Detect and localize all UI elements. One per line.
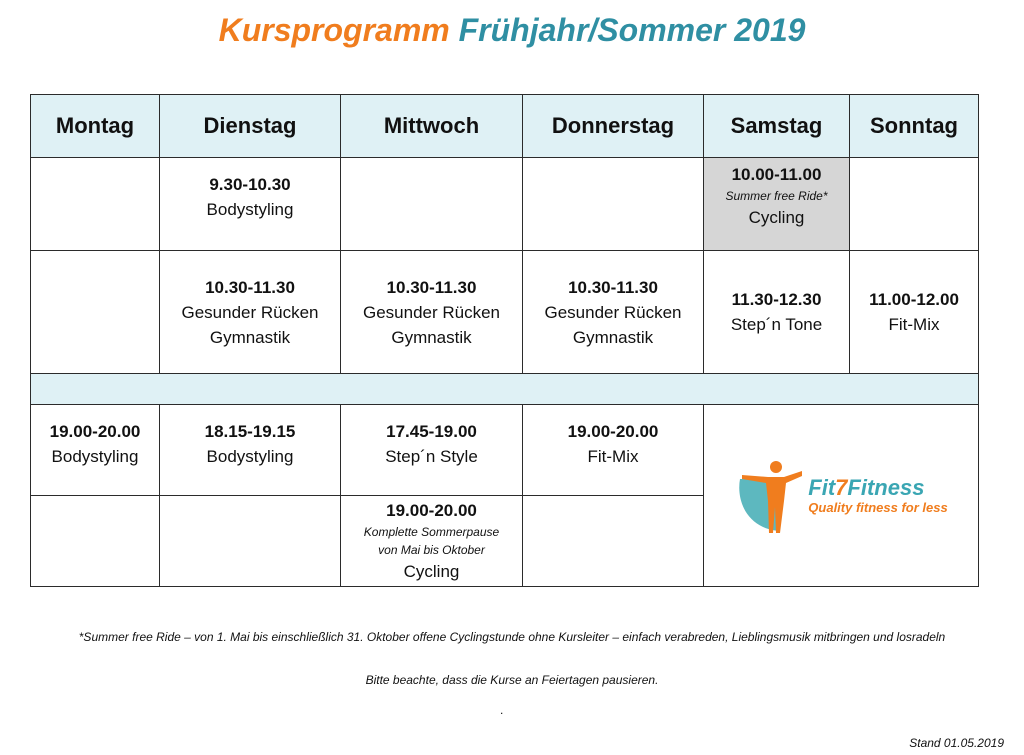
stand-date: Stand 01.05.2019: [909, 736, 1004, 750]
class-name: Fit-Mix: [587, 447, 639, 466]
class-time: 10.30-11.30: [568, 277, 658, 297]
class-name: Bodystyling: [206, 447, 294, 466]
schedule-row-1: [31, 158, 979, 251]
class-cell: [850, 251, 979, 374]
class-name: Gesunder Rücken: [181, 302, 319, 322]
schedule-row-2: [31, 251, 979, 374]
class-name: Bodystyling: [51, 447, 139, 466]
logo-cell: [704, 405, 979, 587]
class-name: Gesunder Rücken: [362, 302, 501, 322]
class-time: 11.00-12.00: [869, 290, 959, 309]
class-cell: [341, 496, 523, 587]
holiday-notice: Bitte beachte, dass die Kurse an Feiertagen pausieren.: [365, 673, 659, 687]
class-cell: [160, 251, 341, 374]
footer-dot: .: [500, 703, 504, 717]
class-time: 10.00-11.00: [731, 165, 822, 184]
class-name: Step´n Tone: [730, 315, 823, 334]
empty-cell: [160, 496, 341, 587]
day-header-montag: Montag: [31, 95, 160, 158]
separator-cell: [31, 374, 979, 405]
day-header-sonntag: Sonntag: [850, 95, 979, 158]
class-name: Cycling: [748, 208, 805, 227]
day-header-mittwoch: Mittwoch: [341, 95, 523, 158]
class-cell: [341, 251, 523, 374]
class-note: Komplette Sommerpause: [363, 525, 500, 539]
empty-cell: [850, 158, 979, 251]
class-time: 10.30-11.30: [386, 277, 477, 297]
class-note: von Mai bis Oktober: [378, 543, 485, 557]
class-note: Summer free Ride*: [725, 189, 828, 203]
day-header-donnerstag: Donnerstag: [523, 95, 704, 158]
class-time: 18.15-19.15: [204, 422, 296, 441]
class-time: 19.00-20.00: [567, 422, 659, 441]
empty-cell: [523, 158, 704, 251]
class-cell: [31, 405, 160, 496]
class-time: 9.30-10.30: [209, 175, 291, 194]
title-part1: Kursprogramm: [218, 12, 450, 48]
class-cell-highlighted: [704, 158, 850, 251]
empty-cell: [341, 158, 523, 251]
class-cell: [341, 405, 523, 496]
class-name: Fit-Mix: [888, 315, 940, 334]
class-cell: [160, 158, 341, 251]
day-header-samstag: Samstag: [704, 95, 850, 158]
class-cell: [523, 251, 704, 374]
class-cell: [704, 251, 850, 374]
class-time: 11.30-12.30: [731, 290, 822, 309]
footnote-summer-free-ride: *Summer free Ride – von 1. Mai bis einschließlich 31. Oktober offene Cyclingstunde ohne Kursleiter – einfach verabreden, Lieblingsmusik mitbringen und losradeln: [78, 630, 946, 644]
class-name: Gesunder Rücken: [544, 302, 682, 322]
class-cell: [523, 405, 704, 496]
class-name: Step´n Style: [385, 447, 478, 466]
class-name: Gymnastik: [572, 327, 654, 347]
schedule-row-3: [31, 405, 979, 496]
empty-cell: [31, 251, 160, 374]
empty-cell: [31, 496, 160, 587]
title-part2: Frühjahr/Sommer 2019: [458, 12, 806, 48]
class-time: 17.45-19.00: [386, 422, 477, 441]
logo-tagline: Quality fitness for less: [808, 499, 948, 515]
header-row: [31, 95, 979, 158]
empty-cell: [31, 158, 160, 251]
fit7-logo: [704, 457, 978, 535]
class-cell: [160, 405, 341, 496]
class-name: Gymnastik: [209, 327, 291, 347]
page-title: [0, 12, 1024, 49]
class-name: Bodystyling: [206, 200, 294, 219]
day-header-dienstag: Dienstag: [160, 95, 341, 158]
logo-name: Fit7Fitness: [808, 474, 925, 500]
empty-cell: [523, 496, 704, 587]
class-time: 19.00-20.00: [386, 501, 477, 520]
class-time: 19.00-20.00: [49, 422, 141, 441]
separator-row: [31, 374, 979, 405]
class-name: Cycling: [403, 562, 460, 581]
schedule-table: [30, 94, 979, 587]
logo-figure-icon: [734, 457, 804, 535]
class-time: 10.30-11.30: [205, 277, 295, 297]
class-name: Gymnastik: [391, 327, 472, 347]
